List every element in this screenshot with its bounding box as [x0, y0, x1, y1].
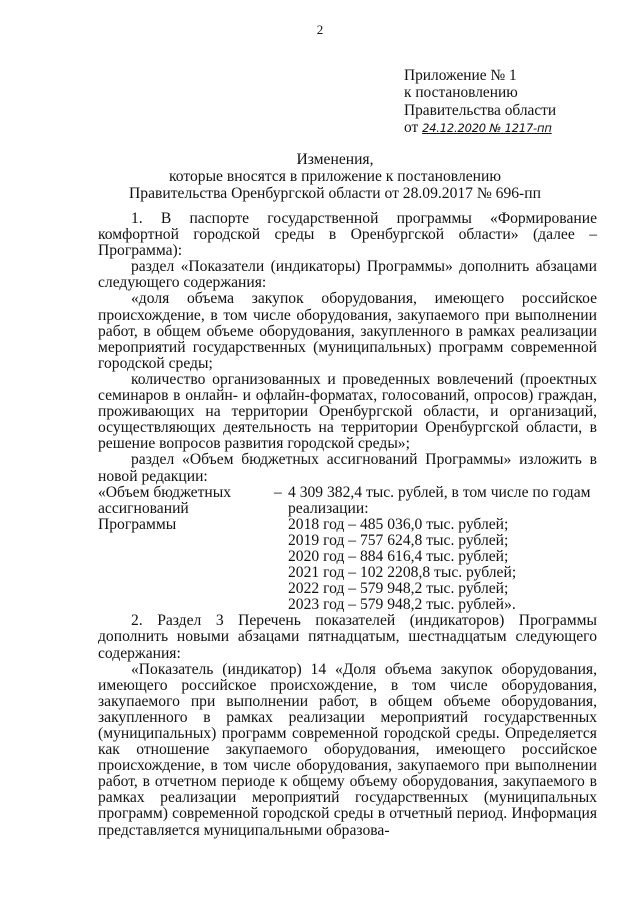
budget-label	[98, 485, 274, 614]
budget-values	[288, 485, 597, 614]
budget-year-2023: 2023 год – 579 948,2 тыс. рублей».	[288, 596, 516, 614]
budget-year-2022: 2022 год – 579 948,2 тыс. рублей;	[288, 580, 509, 598]
budget-total-line-1: 4 309 382,4 тыс. рублей, в том числе по годам	[288, 483, 591, 501]
paragraph-5: раздел «Объем бюджетных ассигнований Программы» изложить в новой редакции:	[98, 451, 597, 485]
document-body	[98, 211, 597, 839]
appendix-line-4	[404, 119, 624, 137]
budget-year-2021: 2021 год – 102 2208,8 тыс. рублей;	[288, 564, 517, 582]
budget-label-line-1: «Объем бюджетных	[98, 483, 232, 501]
budget-dash: –	[274, 483, 282, 501]
title-line-3: Правительства Оренбургской области от 28.09.2017 № 696-пп	[129, 185, 541, 202]
appendix-line-1: Приложение № 1	[404, 67, 517, 84]
appendix-header	[404, 67, 624, 138]
handwritten-date-number: 24.12.2020 № 1217-пп	[422, 121, 552, 136]
appendix-line-3: Правительства области	[404, 101, 557, 119]
budget-year-2020: 2020 год – 884 616,4 тыс. рублей;	[288, 547, 509, 565]
paragraph-7: «Показатель (индикатор) 14 «Доля объема закупок оборудования, имеющего российское происхождение, в том числе оборудования, закупаемого при выполнении работ, в общем объеме оборудования, закупленного в рамках реализации мероприятий государственных (муниципальных) программ современной городской среды. Определяется как отношение закупаемого оборудования, имеющего российское происхождение, в том числе оборудования, закупаемого при выполнении работ, в отчетном периоде к общему объему оборудования, закупаемого в рамках реализации мероприятий государственных (муниципальных программ) современной городской среды в отчетный период. Информация представляется муниципальными образова-	[98, 660, 597, 839]
budget-year-2019: 2019 год – 757 624,8 тыс. рублей;	[288, 531, 509, 549]
paragraph-3: «доля объема закупок оборудования, имеющего российское происхождение, в том числе оборудования, закупаемого при выполнении работ, в общем объеме оборудования, закупленного в рамках реализации мероприятий государственных (муниципальных) программ современной городской среды;	[98, 290, 597, 372]
budget-total-line-2: реализации:	[288, 499, 369, 517]
budget-block	[98, 485, 597, 614]
document-title	[100, 151, 570, 202]
budget-year-2018: 2018 год – 485 036,0 тыс. рублей;	[288, 515, 509, 533]
title-line-2: которые вносятся в приложение к постановлению	[169, 168, 501, 185]
page-number: 2	[316, 22, 324, 37]
paragraph-2: раздел «Показатели (индикаторы) Программы» дополнить абзацами следующего содержания:	[98, 258, 597, 292]
appendix-date-prefix: от	[404, 119, 419, 137]
budget-label-line-2: ассигнований	[98, 499, 189, 517]
paragraph-1: 1. В паспорте государственной программы «Формирование комфортной городской среды в Оренбургской области» (далее – Программа):	[98, 210, 597, 260]
paragraph-4: количество организованных и проведенных вовлечений (проектных семинаров в онлайн- и офлайн-форматах, голосований, опросов) граждан, проживающих на территории Оренбургской области, и организаций, осуществляющих деятельность на территории Оренбургской области, в решение вопросов развития городской среды»;	[98, 370, 597, 453]
budget-label-line-3: Программы	[98, 515, 177, 533]
paragraph-6: 2. Раздел 3 Перечень показателей (индикаторов) Программы дополнить новыми абзацами пятнадцатым, шестнадцатым следующего содержания:	[98, 612, 597, 662]
title-line-1: Изменения,	[296, 151, 374, 168]
appendix-line-2: к постановлению	[404, 84, 518, 102]
